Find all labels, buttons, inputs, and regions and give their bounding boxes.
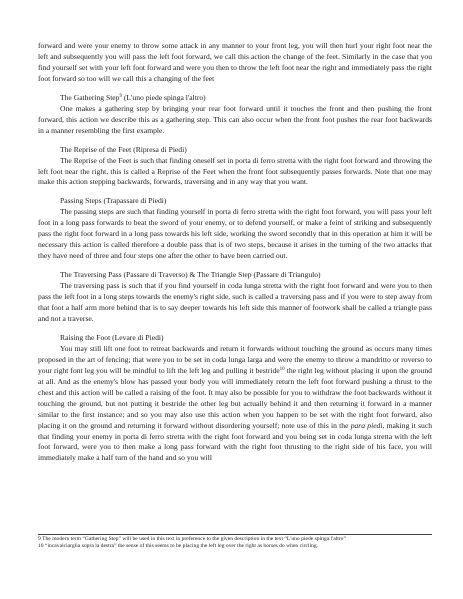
raising-foot-heading: Raising the Foot (Levare di Piedi) bbox=[60, 332, 164, 342]
opening-paragraph: forward and were your enemy to throw some attack in any manner to your front leg, you will then hurl your right foot near the left and subsequently you will pass the left foot forward, we call this action the change of the feet. Similarly in the case that you find yourself set with your left foot forward and were you then to throw the left foot near the right and immediately pass the right foot forward so too will we call this a changing of the feet bbox=[38, 41, 432, 83]
footnotes bbox=[38, 534, 432, 550]
raising-foot-text-a: You may still lift one foot to retreat backwards and return it forwards without touching the ground as occurs many times proposed in the art of fencing; that were you to be set in coda lunga larga and were the enemy to throw a mandritto or roverso to your right font leg you will be mindful to lift the left leg and pulling it bestride bbox=[38, 343, 432, 375]
footnote-9: 9 The modern term “Gathering Step” will be used in this text in preference to the given description in the text “L'uno piede spinga l'altro” bbox=[38, 536, 346, 542]
raising-foot-text-c: , making it such that finding your enemy in porta di ferro stretta with the right foot forward and you being set in coda lunga stretta with the left foot forward, were you to then make a long pass forward with the right foot thrusting to the right side of his face, you will immediately make a half turn of the hand and so you will bbox=[38, 420, 432, 463]
passing-steps-heading: Passing Steps (Trapassare di Piedi) bbox=[60, 196, 167, 206]
footnote-ref-9[interactable]: 9 bbox=[119, 93, 122, 99]
raising-foot-paragraph bbox=[38, 344, 432, 464]
passing-steps-paragraph: The passing steps are such that finding yourself in porta di ferro stretta with the right foot forward, you will pass your left foot in a long pass forwards to beat the sword of your enemy, or to defend yourself, or make a feint of striking and subsequently pass the right foot forward in a long pass towards his left side, working the sword secondly that in this operation at him it will be necessary this action is called therefore a double pass that is of two steps, because it arises in the turning of the two attacks that they have need of three and four steps one after the other to have been carried out. bbox=[38, 207, 432, 261]
reprise-heading: The Reprise of the Feet (Ripresa di Piedi) bbox=[60, 144, 187, 154]
traversing-pass-heading: The Traversing Pass (Passare di Traverso) & The Triangle Step (Passare di Triangulo) bbox=[60, 270, 321, 280]
reprise-paragraph: The Reprise of the Feet is such that finding oneself set in porta di ferro stretta with the right foot forward and throwing the left foot near the right, this is called a Reprise of the Feet when the front foot subsequently passes forwards. Note that one may make this action stepping backwards, forwards, traversing and in any way that you want. bbox=[38, 155, 432, 187]
raising-foot-text-b: the right leg without placing it upon the ground at all. And as the enemy's blow has passed your body you will immediately return the left foot forward pushing a thrust to the chest and this action will be called a raising of the foot. It may also be possible for you to withdraw the foot backwards without it touching the ground, but not putting it bestride the other leg but actually behind it and then returning it forward in a manner similar to the first instance; and so you may also use this action when you happen to be set with the right foot forward, also placing it on the ground and returning it forward without disordering yourself; note use of this in the bbox=[38, 365, 432, 430]
traversing-pass-paragraph: The traversing pass is such that if you find yourself in coda lunga stretta with the right foot forward and were you to then pass the left foot in a long steps towards the enemy's right side, such is called a traversing pass and if you were to step away from that foot a half arm more behind that is to say deeper towards his left side this manner of footwork shall be called a triangle pass and not a traverse. bbox=[38, 281, 432, 323]
footnote-ref-10[interactable]: 10 bbox=[279, 366, 285, 372]
gathering-step-heading bbox=[38, 93, 432, 104]
gathering-step-heading-text: The Gathering Step bbox=[60, 92, 120, 102]
para-piedi-italic: para piedi bbox=[350, 420, 383, 430]
gathering-step-paragraph: One makes a gathering step by bringing your rear foot forward until it touches the front and then pushing the front forward, this action we describe this as a gathering step. This can also occur when the front foot pushes the rear foot backwards in a manner resembling the first example. bbox=[38, 103, 432, 135]
footnote-10: 10 “incavalciarglia sopra la destra” the sense of this seems to be placing the left leg over the right as horses do when circling. bbox=[38, 543, 319, 550]
gathering-step-heading-italian: (L'uno piede spinga l'altro) bbox=[121, 92, 206, 102]
body-text bbox=[38, 41, 432, 464]
